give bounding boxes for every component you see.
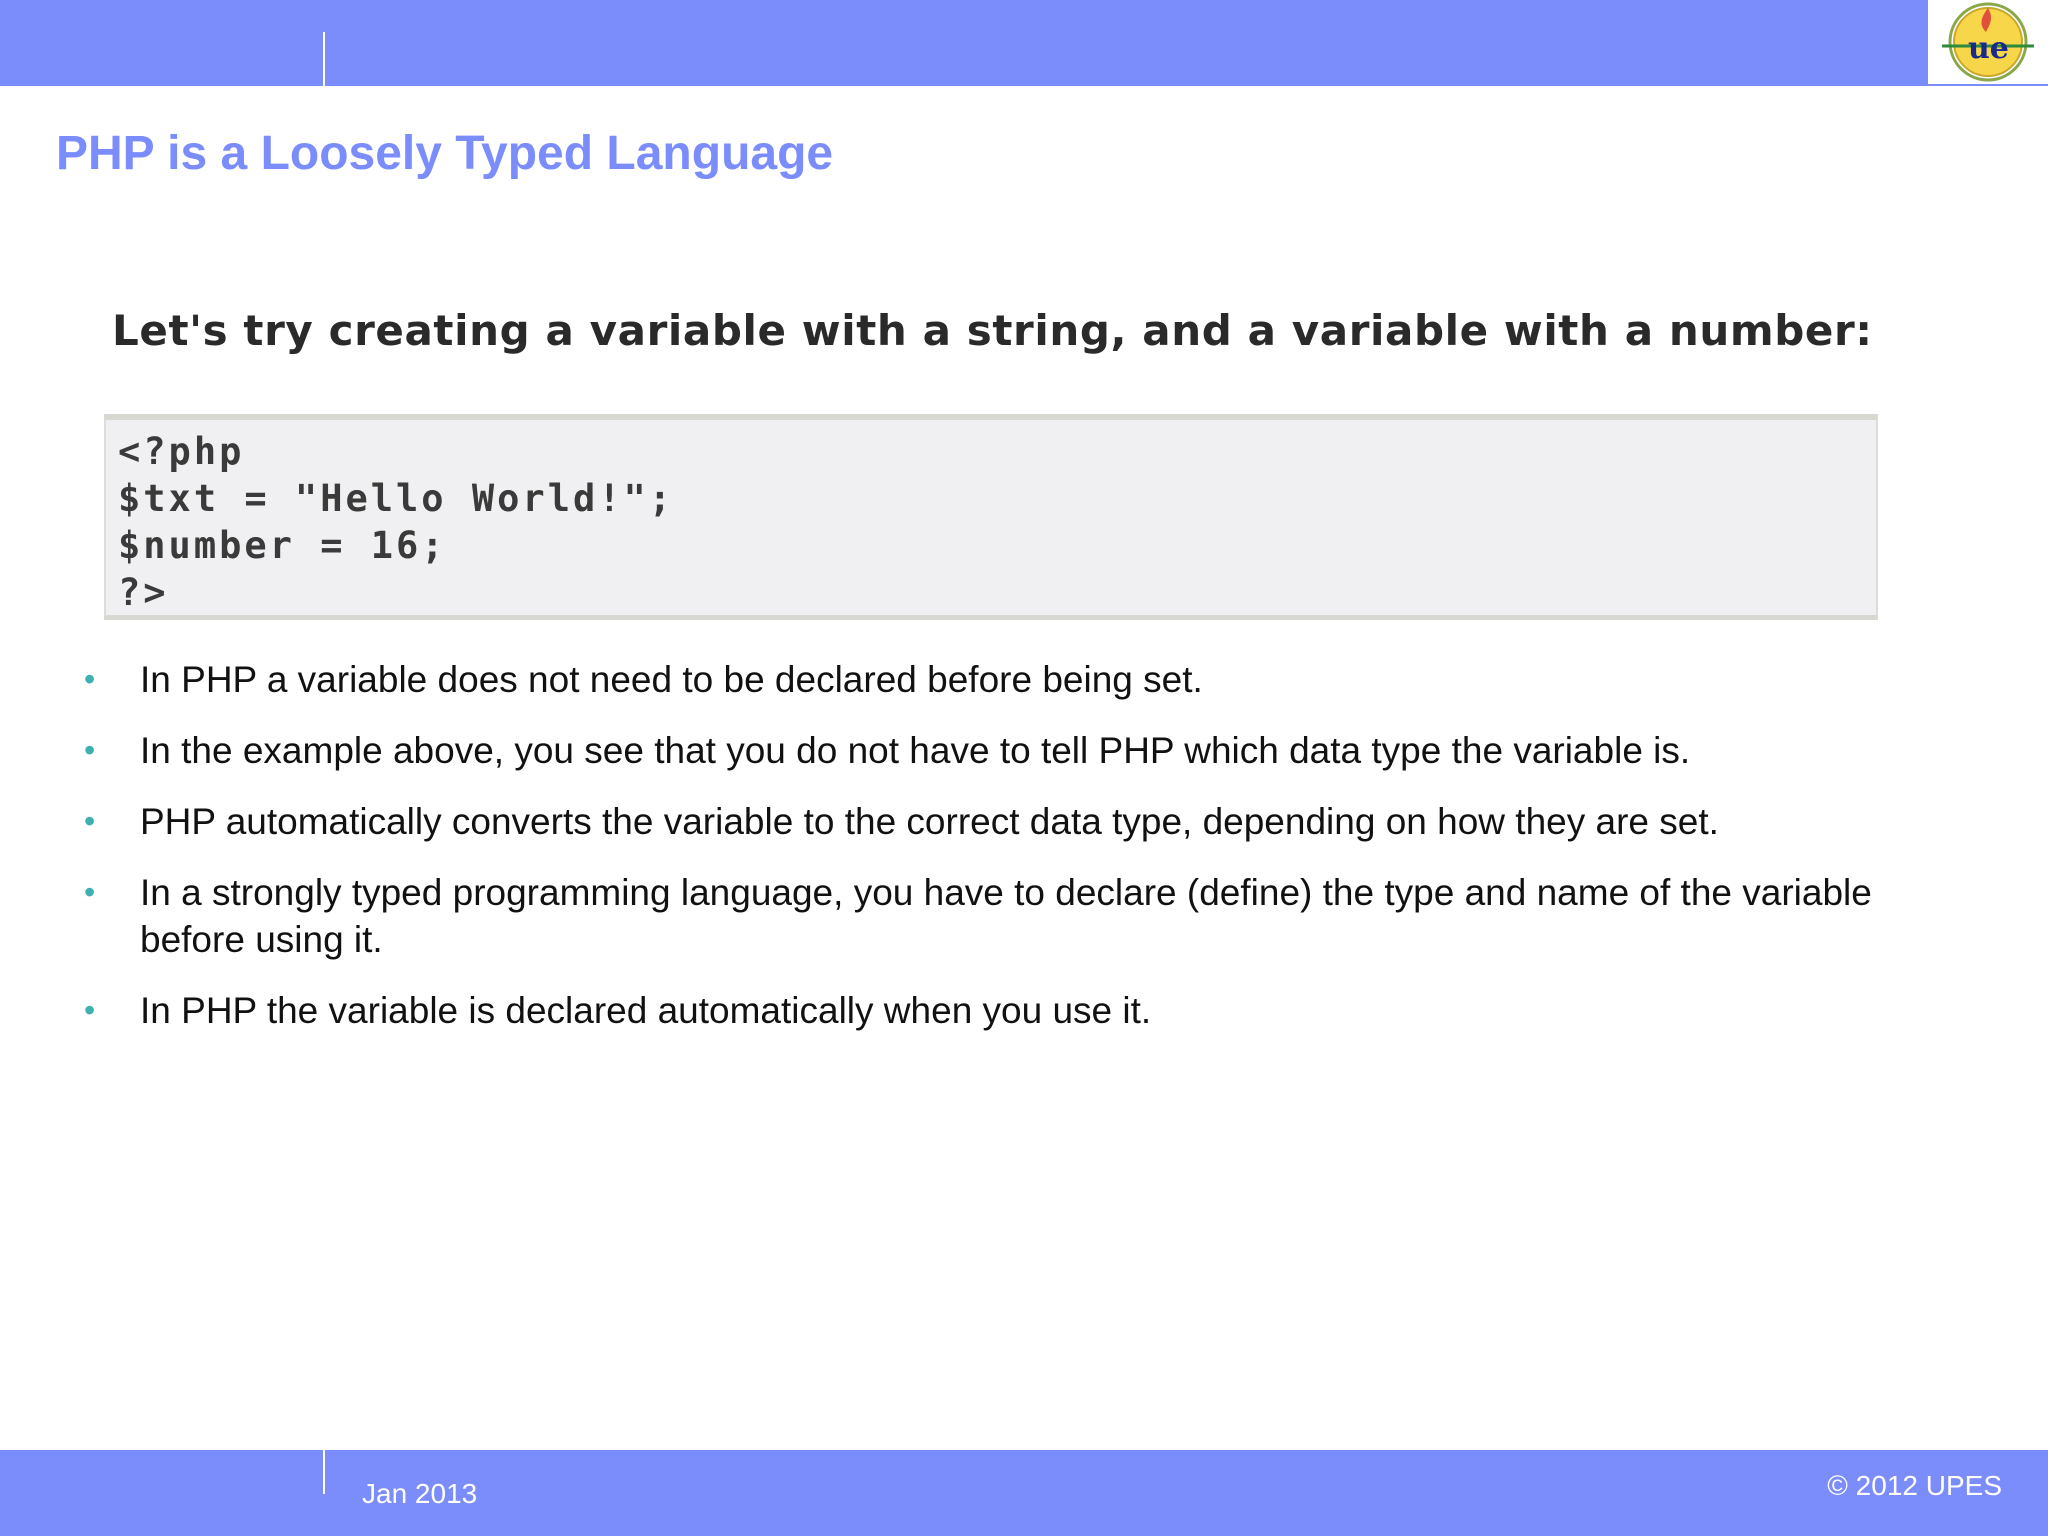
bullet-text: In the example above, you see that you do not have to tell PHP which data type the variable is.: [140, 730, 1691, 771]
bullet-dot-icon: •: [84, 803, 96, 839]
bullet-dot-icon: •: [84, 732, 96, 768]
slide-title: PHP is a Loosely Typed Language: [56, 127, 834, 180]
bullet-item: [84, 727, 1894, 774]
bullet-text: In PHP a variable does not need to be declared before being set.: [140, 659, 1203, 700]
footer-bar: [0, 1450, 2048, 1536]
footer-divider: [323, 1450, 325, 1494]
footer-copyright: © 2012 UPES: [1827, 1470, 2002, 1501]
code-block: [104, 414, 1878, 620]
bullet-item: [84, 656, 1894, 703]
logo-container: [1928, 0, 2048, 84]
bullet-dot-icon: •: [84, 992, 96, 1028]
bullet-text: In PHP the variable is declared automatically when you use it.: [140, 990, 1152, 1031]
bullet-item: [84, 798, 1894, 845]
code-line: $txt = "Hello World!";: [118, 477, 675, 520]
code-line: ?>: [118, 571, 169, 614]
bullet-item: [84, 869, 1894, 963]
code-line: <?php: [118, 430, 245, 473]
bullet-item: [84, 987, 1894, 1034]
code-line: $number = 16;: [118, 524, 447, 567]
intro-text: Let's try creating a variable with a string, and a variable with a number:: [112, 306, 1873, 355]
svg-text:ue: ue: [1968, 31, 2009, 66]
university-logo-icon: [1938, 2, 2038, 82]
header-bar: [0, 0, 2048, 86]
bullet-text: In a strongly typed programming language, you have to declare (define) the type and name of the variable before using it.: [140, 872, 1872, 960]
bullet-list: [84, 656, 1894, 1058]
bullet-dot-icon: •: [84, 874, 96, 910]
header-divider: [323, 32, 325, 86]
footer-date: Jan 2013: [362, 1478, 478, 1509]
bullet-text: PHP automatically converts the variable to the correct data type, depending on how they are set.: [140, 801, 1719, 842]
bullet-dot-icon: •: [84, 661, 96, 697]
